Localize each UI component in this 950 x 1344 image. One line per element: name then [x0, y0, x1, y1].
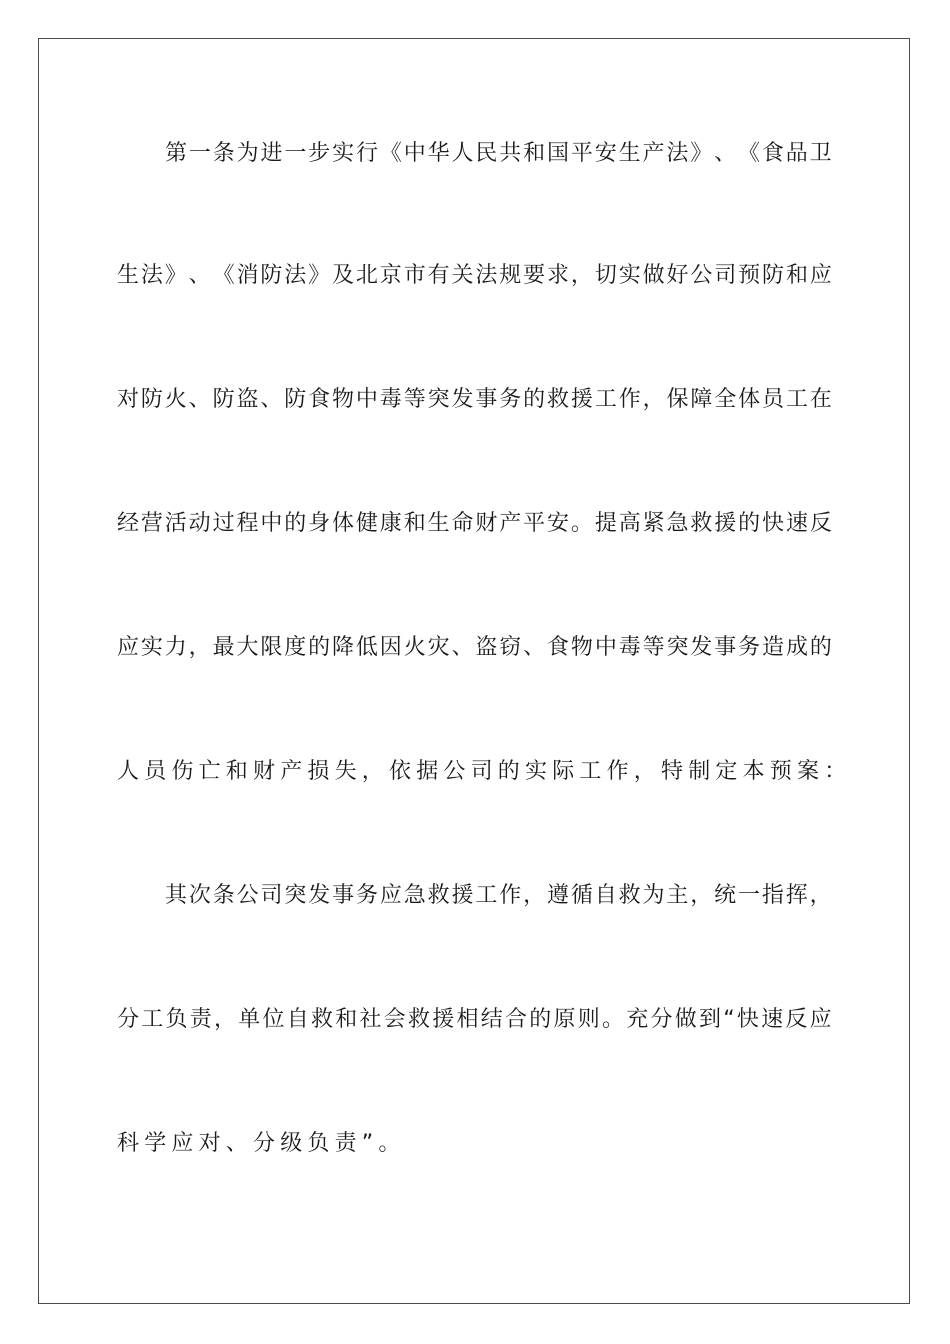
article-1-line-4: 经 营 活 动 过 程 中 的 身 体 健 康 和 生 命 财 产 平 安 。 提 高 紧 急 救 援 的 快 速 反 [117, 511, 832, 536]
article-2-line-3: 科学应对、分级负责”。 [117, 1131, 406, 1156]
page-frame [38, 38, 910, 1304]
article-1-line-6: 人员伤亡和财产损失，依据公司的实际工作，特制定本预案： [117, 759, 852, 784]
article-1-line-2: 生 法 》 、 《 消 防 法 》 及 北 京 市 有 关 法 规 要 求 ， 切 实 做 好 公 司 预 防 和 应 [117, 263, 832, 288]
article-2-line-1: 其 次 条 公 司 突 发 事 务 应 急 救 援 工 作 ， 遵 循 自 救 为 主 ， 统 一 指 挥 ， [165, 883, 832, 908]
article-1-line-3: 对 防 火 、 防 盗 、 防 食 物 中 毒 等 突 发 事 务 的 救 援 工 作 ， 保 障 全 体 员 工 在 [117, 387, 832, 412]
article-2-line-2: 分 工 负 责 ， 单 位 自 救 和 社 会 救 援 相 结 合 的 原 则 。 充 分 做 到 “ 快 速 反 应 [117, 1007, 832, 1032]
article-1-line-5: 应 实 力 ， 最 大 限 度 的 降 低 因 火 灾 、 盗 窃 、 食 物 中 毒 等 突 发 事 务 造 成 的 [117, 635, 832, 660]
article-1-line-1: 第 一 条 为 进 一 步 实 行 《 中 华 人 民 共 和 国 平 安 生 产 法 》 、 《 食 品 卫 [165, 141, 832, 166]
